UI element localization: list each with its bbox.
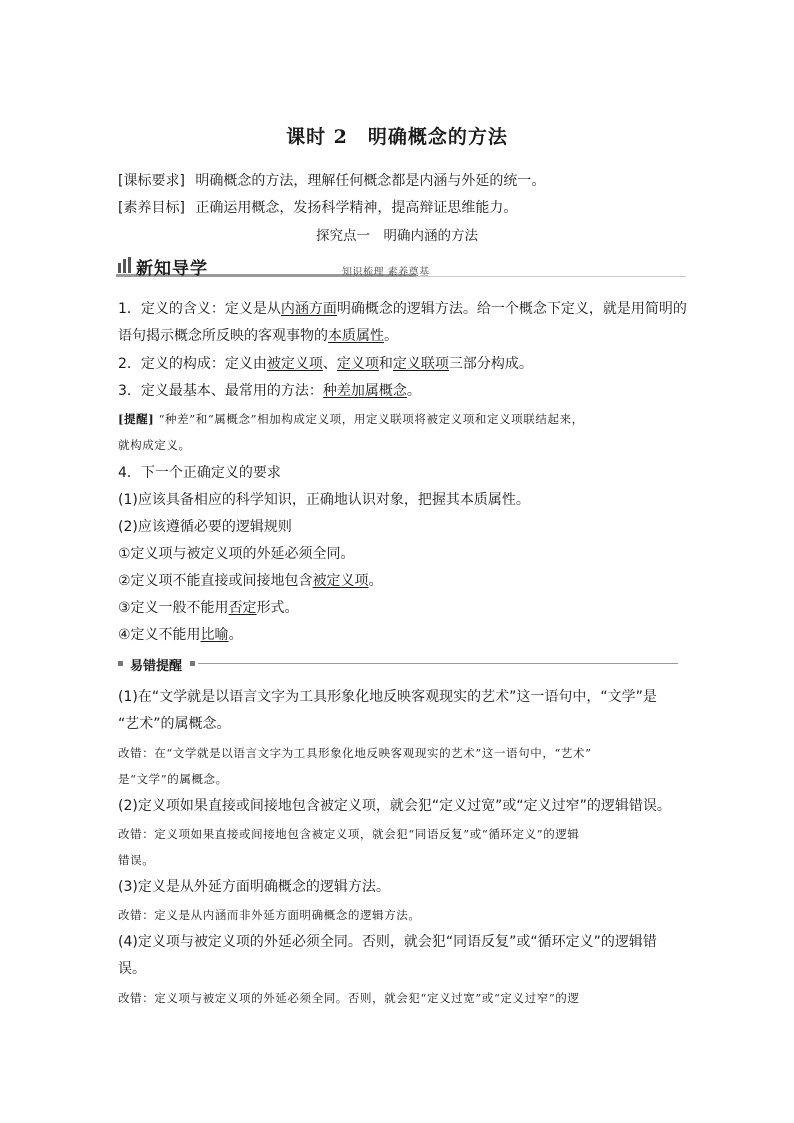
banner-label: 新知导学 [136, 259, 208, 279]
error-4-line2: 误。 [118, 961, 146, 977]
answer-blank: 定义联项 [392, 356, 449, 372]
error-tips-rule [198, 663, 678, 664]
requirement-item-1: (1)应该具备相应的科学知识，正确地认识对象，把握其本质属性。 [118, 492, 530, 508]
definition-meaning-line1 [118, 300, 688, 318]
text: 。 [228, 627, 243, 643]
goal-text: 正确运用概念，发扬科学精神，提高辩证思维能力。 [195, 200, 518, 216]
answer-blank: 否定 [228, 600, 257, 616]
text: ②定义项不能直接或间接地包含 [118, 573, 313, 589]
error-2: (2)定义项如果直接或间接地包含被定义项，就会犯“定义过宽”或“定义过窄”的逻辑错误。 [118, 798, 671, 814]
text: 3．定义最基本、最常用的方法： [118, 383, 323, 399]
goal-label: [素养目标] [118, 200, 185, 216]
fix-1-line2: 是“文学”的属概念。 [118, 772, 228, 786]
text: 和 [378, 356, 393, 372]
reminder-text: “种差”和“属概念”相加构成定义项，用定义联项将被定义项和定义项联结起来， [158, 412, 584, 426]
section-heading: 探究点一 明确内涵的方法 [316, 228, 478, 244]
text: 。 [384, 328, 398, 344]
fix-2-line2: 错误。 [118, 853, 155, 867]
fix-3: 改错：定义是从内涵而非外延方面明确概念的逻辑方法。 [118, 908, 421, 922]
text: ④定义不能用 [118, 627, 201, 643]
answer-blank: 被定义项 [312, 573, 369, 589]
reminder-line2: 就构成定义。 [118, 438, 191, 452]
answer-blank: 内涵方面 [280, 301, 337, 317]
answer-blank: 比喻 [200, 627, 229, 643]
answer-blank: 定义项 [336, 356, 379, 372]
definition-method [118, 382, 688, 400]
fix-2-line1: 改错：定义项如果直接或间接地包含被定义项，就会犯“同语反复”或“循环定义”的逻辑 [118, 827, 580, 841]
banner-subtitle: 知识梳理 素养奠基 [342, 267, 430, 278]
definition-meaning-line2 [118, 327, 688, 345]
requirement-standard [118, 172, 688, 190]
lesson-number: 课时 2 [286, 126, 348, 148]
rule-item-3 [118, 599, 688, 617]
error-1-line1: (1)在“文学就是以语言文字为工具形象化地反映客观现实的艺术”这一语句中，“文学”是 [118, 689, 657, 705]
square-bullet-icon [118, 661, 123, 666]
answer-blank: 种差加属概念 [322, 383, 407, 399]
text: 三部分构成。 [448, 356, 533, 372]
text: 明确概念的逻辑方法。给一个概念下定义，就是用简明的 [336, 301, 687, 317]
rule-item-4 [118, 626, 688, 644]
new-knowledge-banner [116, 253, 686, 277]
error-3: (3)定义是从外延方面明确概念的逻辑方法。 [118, 879, 390, 895]
error-tips-bar [118, 655, 688, 673]
text: 2．定义的构成：定义由 [118, 356, 267, 372]
text: 1．定义的含义：定义是从 [118, 301, 281, 317]
text: 。 [368, 573, 383, 589]
error-tips-label: 易错提醒 [130, 659, 183, 674]
fix-4: 改错：定义项与被定义项的外延必须全同。否则，就会犯“定义过宽”或“定义过窄”的逻 [118, 991, 580, 1005]
rule-item-1: ①定义项与被定义项的外延必须全同。 [118, 546, 355, 562]
text: 。 [406, 383, 421, 399]
requirements-heading: 4．下一个正确定义的要求 [118, 465, 281, 481]
answer-blank: 被定义项 [266, 356, 323, 372]
rule-item-2 [118, 572, 688, 590]
definition-structure [118, 355, 688, 373]
text: 语句揭示概念所反映的客观事物的 [118, 328, 328, 344]
error-4-line1: (4)定义项与被定义项的外延必须全同。否则，就会犯“同语反复”或“循环定义”的逻辑错 [118, 934, 657, 950]
fix-1-line1: 改错：在“文学就是以语言文字为工具形象化地反映客观现实的艺术”这一语句中，“艺术” [118, 746, 592, 760]
answer-blank: 本质属性 [328, 328, 384, 344]
banner-bars-icon [118, 257, 132, 273]
text: 形式。 [256, 600, 299, 616]
requirement-item-2: (2)应该遵循必要的逻辑规则 [118, 519, 292, 535]
lesson-title [0, 122, 794, 149]
lesson-name: 明确概念的方法 [367, 126, 508, 148]
requirement-text: 明确概念的方法，理解任何概念都是内涵与外延的统一。 [195, 173, 546, 189]
error-1-line2: “艺术”的属概念。 [118, 716, 231, 732]
requirement-label: [课标要求] [118, 173, 185, 189]
requirement-goal [118, 199, 688, 217]
square-bullet-icon [190, 661, 195, 666]
reminder-line1 [118, 410, 688, 428]
text: 、 [322, 356, 337, 372]
text: ③定义一般不能用 [118, 600, 229, 616]
reminder-label: [提醒] [118, 412, 155, 426]
